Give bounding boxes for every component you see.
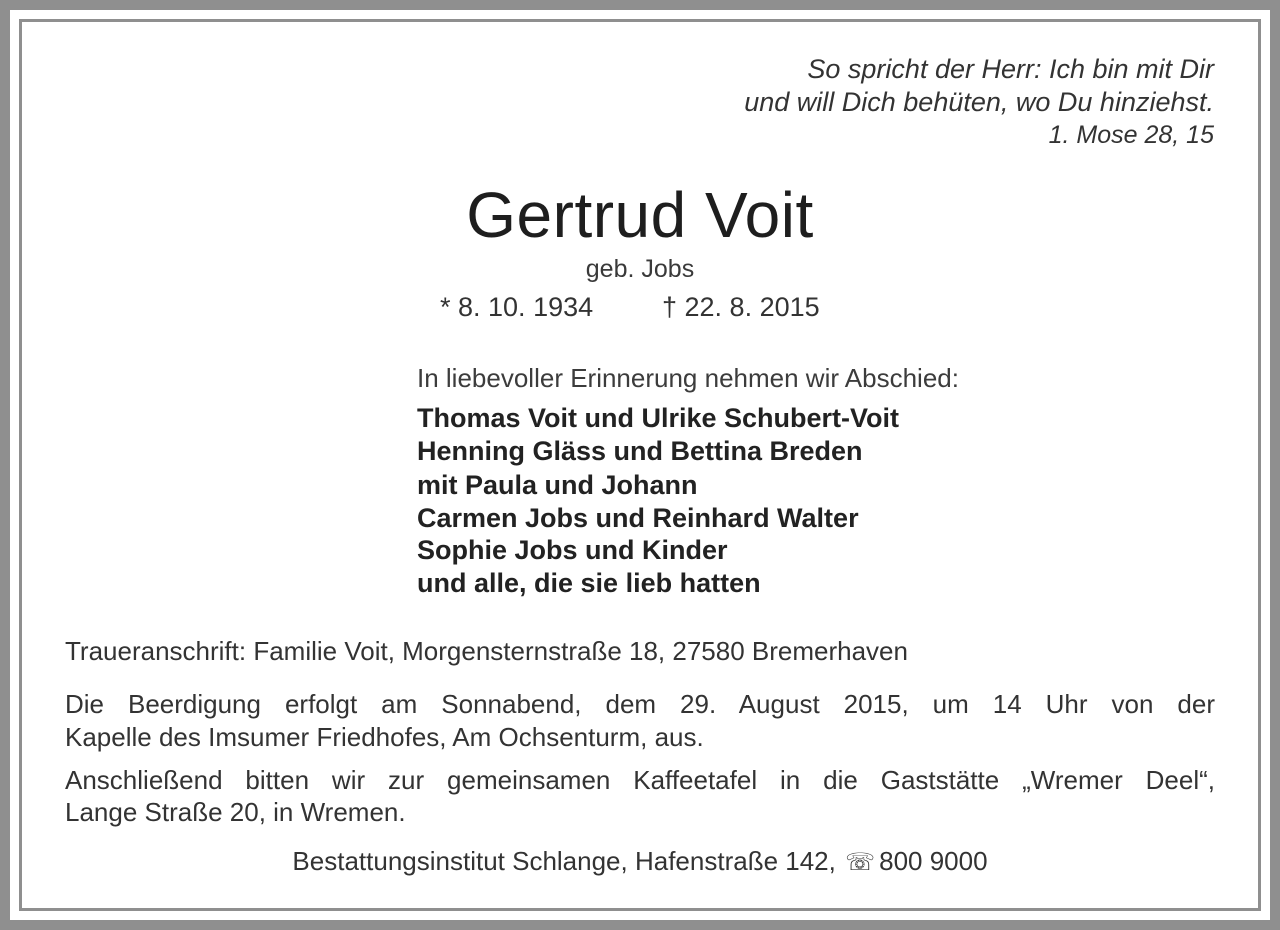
farewell-intro: In liebevoller Erinnerung nehmen wir Abschied: xyxy=(417,363,959,393)
birth-date: * 8. 10. 1934 xyxy=(440,292,594,322)
undertaker-info xyxy=(0,846,1280,877)
mourner-line: mit Paula und Johann xyxy=(417,470,698,500)
death-date: † 22. 8. 2015 xyxy=(662,292,820,322)
mourner-line: Thomas Voit und Ulrike Schubert-Voit xyxy=(417,403,900,433)
maiden-name: geb. Jobs xyxy=(585,255,695,283)
bible-verse-line-1: So spricht der Herr: Ich bin mit Dir xyxy=(807,54,1214,84)
undertaker-phone: 800 9000 xyxy=(879,846,988,876)
mourner-line: und alle, die sie lieb hatten xyxy=(417,568,761,598)
bible-verse-line-2: und will Dich behüten, wo Du hinziehst. xyxy=(744,87,1214,117)
reception-info-line-2: Lange Straße 20, in Wremen. xyxy=(65,797,406,827)
mourning-address: Traueranschrift: Familie Voit, Morgensternstraße 18, 27580 Bremerhaven xyxy=(65,636,908,666)
reception-info-line-1: Anschließend bitten wir zur gemeinsamen Kaffeetafel in die Gaststätte „Wremer Deel“, xyxy=(65,765,1215,795)
telephone-icon: ☏ xyxy=(845,849,876,876)
mourner-line: Carmen Jobs und Reinhard Walter xyxy=(417,503,859,533)
funeral-info-line-1: Die Beerdigung erfolgt am Sonnabend, dem 29. August 2015, um 14 Uhr von der xyxy=(65,689,1215,719)
bible-verse-reference: 1. Mose 28, 15 xyxy=(1048,121,1214,149)
deceased-name: Gertrud Voit xyxy=(466,179,814,251)
undertaker-name-address: Bestattungsinstitut Schlange, Hafenstraße 142, xyxy=(292,846,836,876)
funeral-info-line-2: Kapelle des Imsumer Friedhofes, Am Ochsenturm, aus. xyxy=(65,722,704,752)
mourner-line: Henning Gläss und Bettina Breden xyxy=(417,436,863,466)
mourner-line: Sophie Jobs und Kinder xyxy=(417,535,728,565)
